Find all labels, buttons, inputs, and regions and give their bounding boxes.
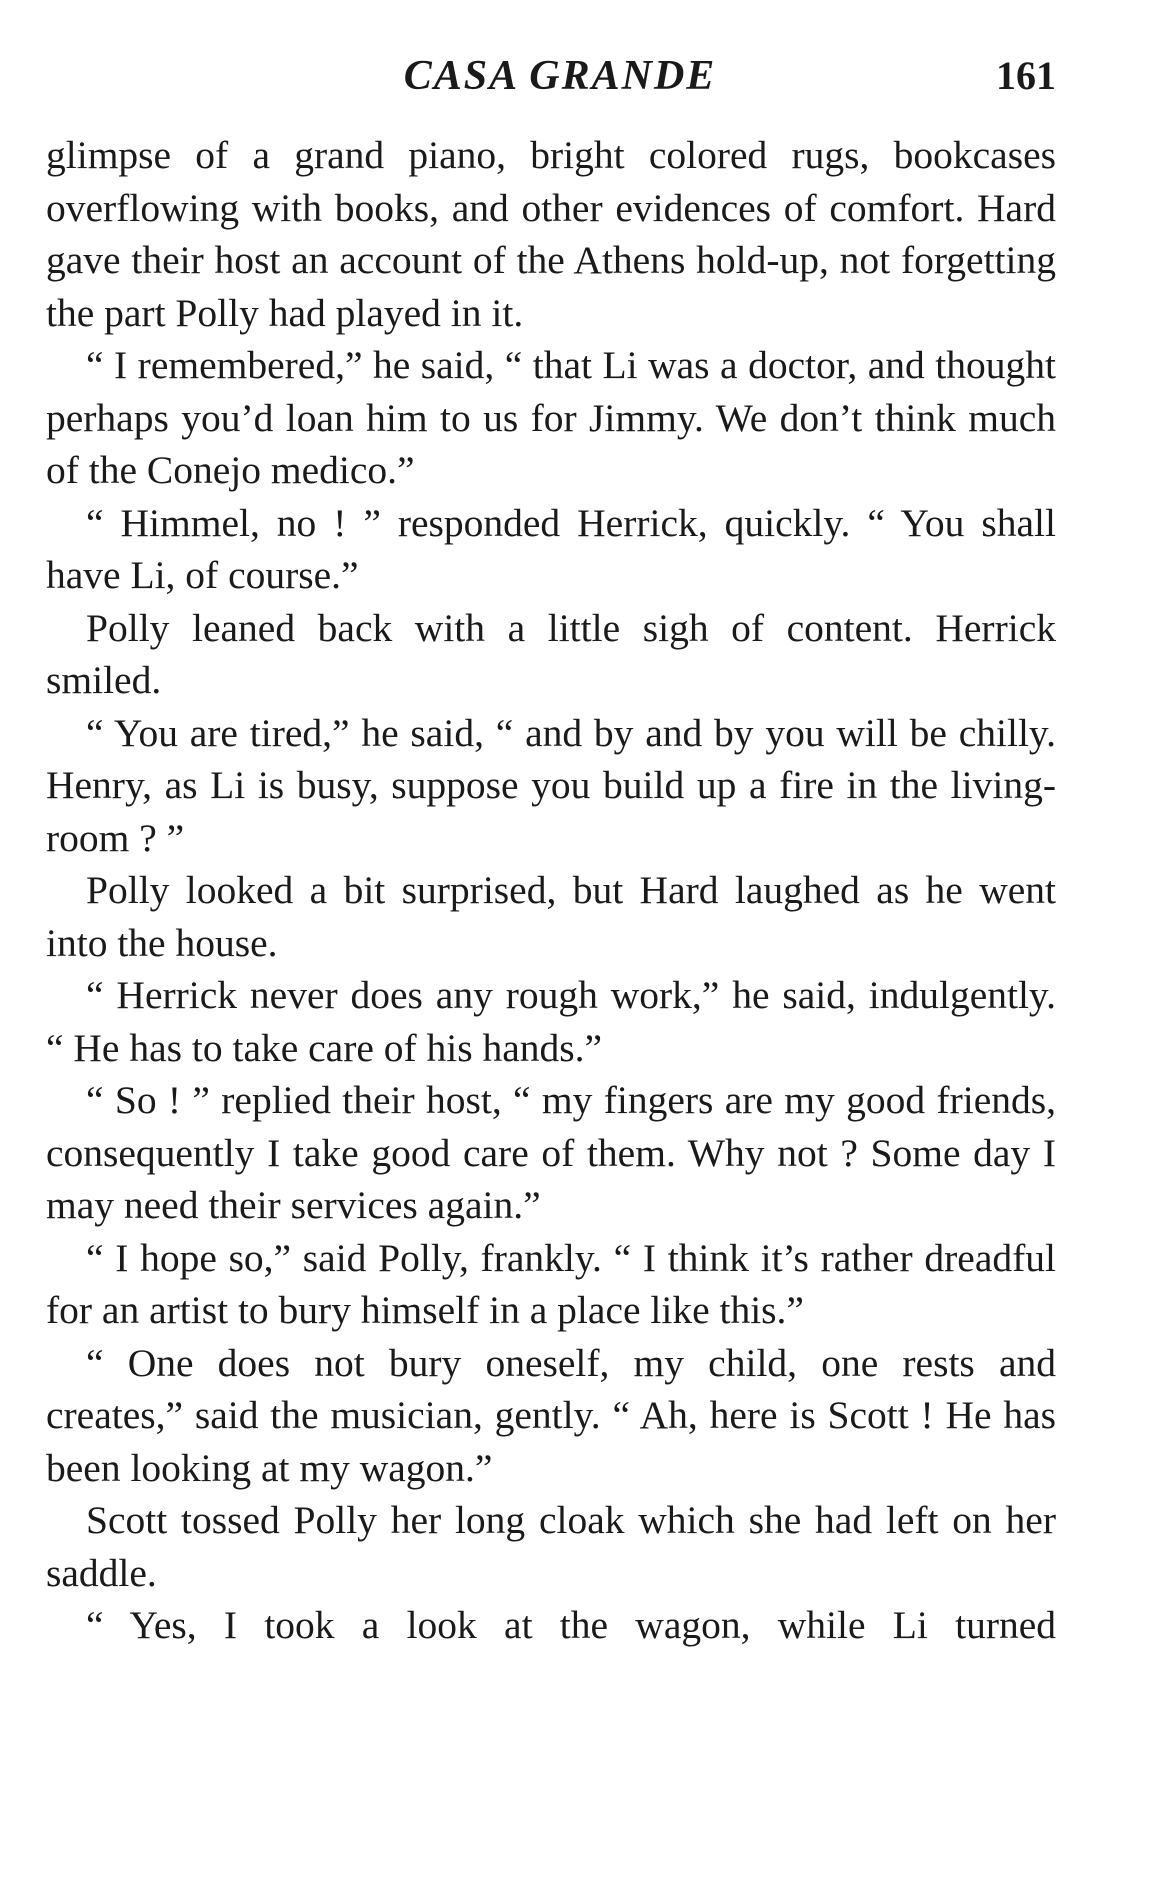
body-text xyxy=(46,129,1056,1652)
paragraph: glimpse of a grand piano, bright colored rugs, bookcases overflowing with books, and other evidences of comfort. Hard gave their host an account of the Athens hold-up, not forgetting the part Polly had played in it. xyxy=(46,133,1056,335)
paragraph: Polly leaned back with a little sigh of content. Herrick smiled. xyxy=(46,605,1056,702)
paragraph: Scott tossed Polly her long cloak which she had left on her saddle. xyxy=(46,1498,1056,1595)
paragraph: “ I remembered,” he said, “ that Li was a doctor, and thought perhaps you’d loan him to us for Jimmy. We don’t think much of the Conejo medico.” xyxy=(46,343,1056,492)
paragraph: “ You are tired,” he said, “ and by and by you will be chilly. Henry, as Li is busy, suppose you build up a fire in the living-room ? ” xyxy=(46,710,1056,860)
paragraph: Polly looked a bit surprised, but Hard laughed as he went into the house. xyxy=(46,868,1056,965)
paragraph: “ So ! ” replied their host, “ my fingers are my good friends, consequently I take good care of them. Why not ? Some day I may need their services again.” xyxy=(46,1078,1056,1227)
paragraph: “ Yes, I took a look at the wagon, while Li turned xyxy=(86,1603,1056,1647)
running-head xyxy=(46,46,1056,106)
paragraph: “ I hope so,” said Polly, frankly. “ I think it’s rather dreadful for an artist to bury himself in a place like this.” xyxy=(46,1235,1056,1332)
paragraph: “ Herrick never does any rough work,” he said, indulgently. “ He has to take care of his hands.” xyxy=(46,973,1056,1070)
paragraph: “ Himmel, no ! ” responded Herrick, quickly. “ You shall have Li, of course.” xyxy=(46,500,1056,597)
paragraph: “ One does not bury oneself, my child, one rests and creates,” said the musician, gently. “ Ah, here is Scott ! He has been looking at my wagon.” xyxy=(46,1340,1056,1490)
running-title: CASA GRANDE xyxy=(403,53,717,99)
page-number: 161 xyxy=(996,53,1056,98)
